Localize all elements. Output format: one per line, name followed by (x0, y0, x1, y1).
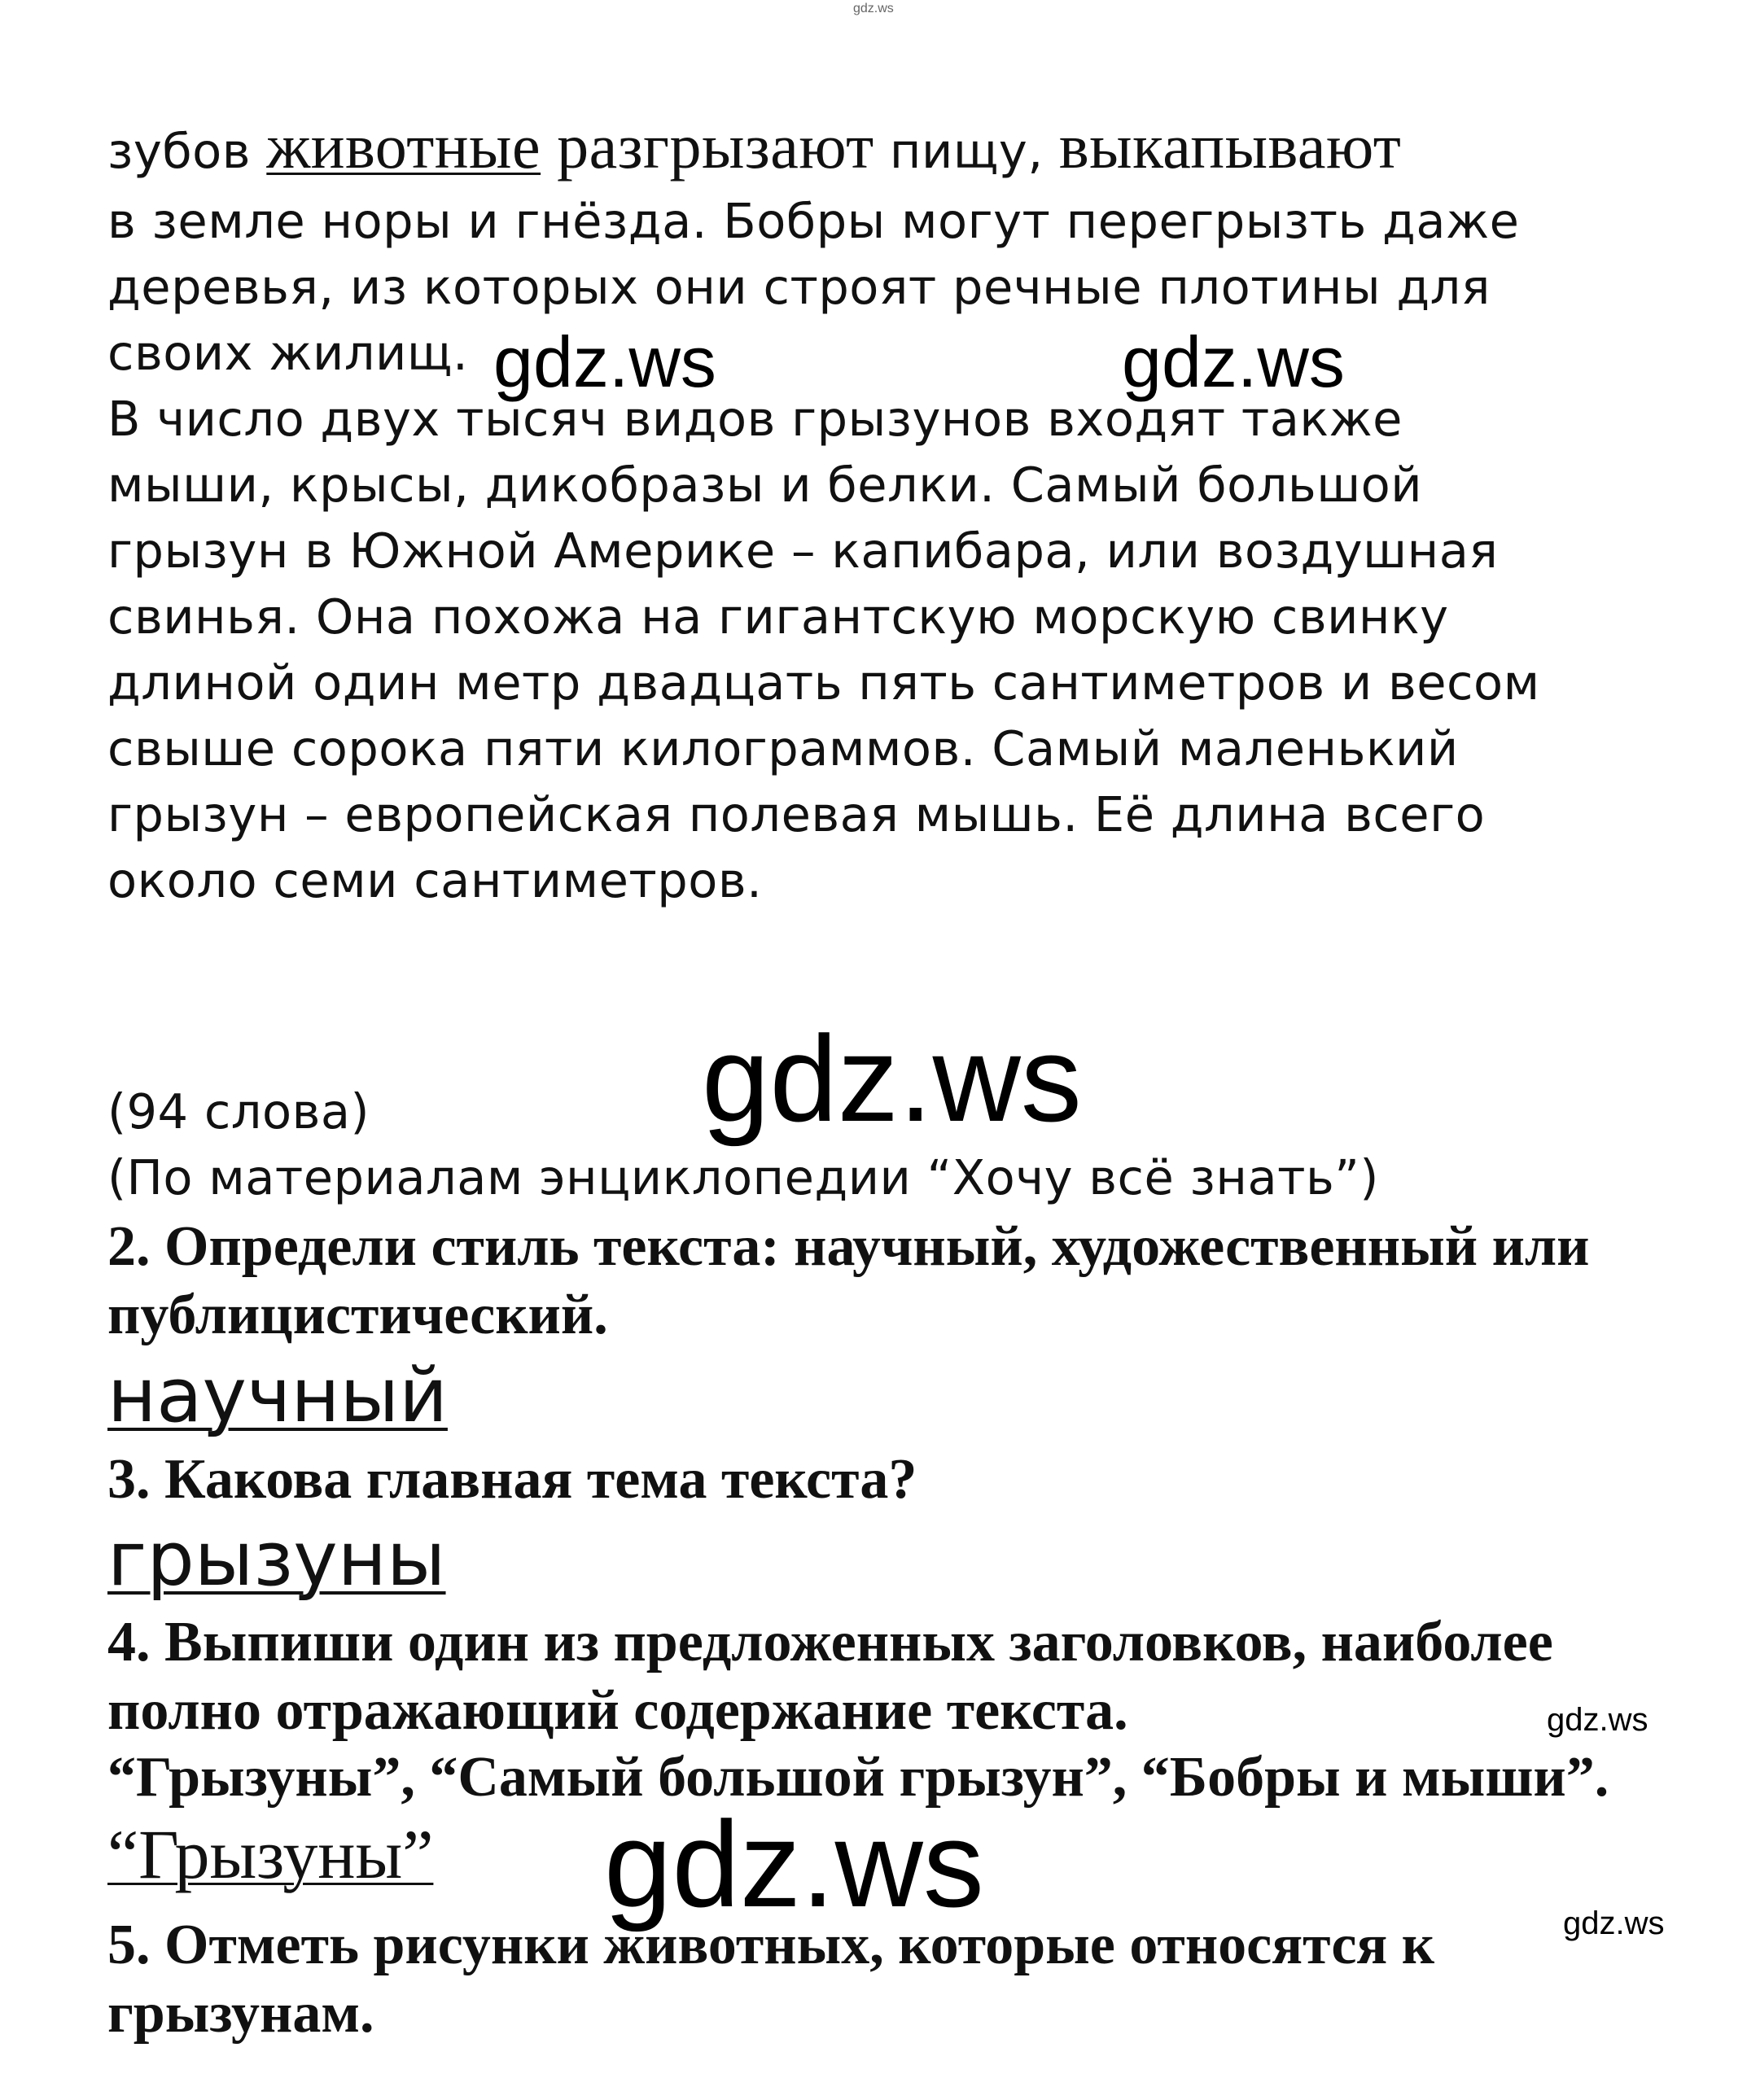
watermark: gdz.ws (1563, 1905, 1665, 1941)
task-3: 3. Какова главная тема текста? (107, 1448, 917, 1511)
text-line-6: мыши, крысы, дикобразы и белки. Самый большой (107, 457, 1423, 513)
text-line-9: длиной один метр двадцать пять сантиметров и весом (107, 654, 1540, 711)
task-2-line-1: 2. Определи стиль текста: научный, художественный или (107, 1215, 1590, 1278)
text-line-2: в земле норы и гнёзда. Бобры могут перегрызть даже (107, 193, 1520, 249)
text-span: выкапывают (1058, 111, 1402, 182)
task-4-line-1: 4. Выпиши один из предложенных заголовков, наиболее (107, 1611, 1553, 1673)
text-line-10: свыше сорока пяти килограммов. Самый маленький (107, 720, 1459, 777)
source-note: (По материалам энциклопедии “Хочу всё знать”) (107, 1149, 1379, 1205)
text-line-8: свинья. Она похожа на гигантскую морскую свинку (107, 588, 1449, 645)
task-4-options: “Грызуны”, “Самый большой грызун”, “Бобры и мыши”. (107, 1746, 1609, 1809)
task-2-line-2: публицистический. (107, 1284, 608, 1346)
text-line-5: В число двух тысяч видов грызунов входят также (107, 391, 1403, 447)
task-5-line-1: 5. Отметь рисунки животных, которые относятся к (107, 1914, 1435, 1976)
text-span: зубов (107, 123, 267, 179)
watermark: gdz.ws (604, 1796, 984, 1932)
answer-2: научный (107, 1352, 448, 1439)
watermark: gdz.ws (702, 1010, 1082, 1147)
task-5-line-2: грызунам. (107, 1982, 374, 2045)
word-count: (94 слова) (107, 1083, 370, 1140)
answer-4: “Грызуны” (107, 1815, 434, 1893)
text-line-11: грызун – европейская полевая мышь. Её длина всего (107, 786, 1486, 842)
watermark-top: gdz.ws (853, 2, 894, 15)
text-line-3: деревья, из которых они строят речные плотины для (107, 259, 1491, 315)
underlined-word: животные (266, 111, 541, 182)
watermark: gdz.ws (493, 322, 716, 402)
text-line-12: около семи сантиметров. (107, 852, 763, 908)
task-4-line-2: полно отражающий содержание текста. (107, 1679, 1128, 1742)
watermark: gdz.ws (1547, 1702, 1648, 1738)
watermark: gdz.ws (1122, 322, 1345, 402)
text-span: разгрызают (541, 111, 874, 182)
text-line-1 (107, 111, 1402, 184)
answer-3: грызуны (107, 1516, 446, 1603)
text-line-4: своих жилищ. (107, 325, 469, 381)
text-span: пищу, (874, 123, 1059, 179)
text-line-7: грызун в Южной Америке – капибара, или воздушная (107, 523, 1499, 579)
